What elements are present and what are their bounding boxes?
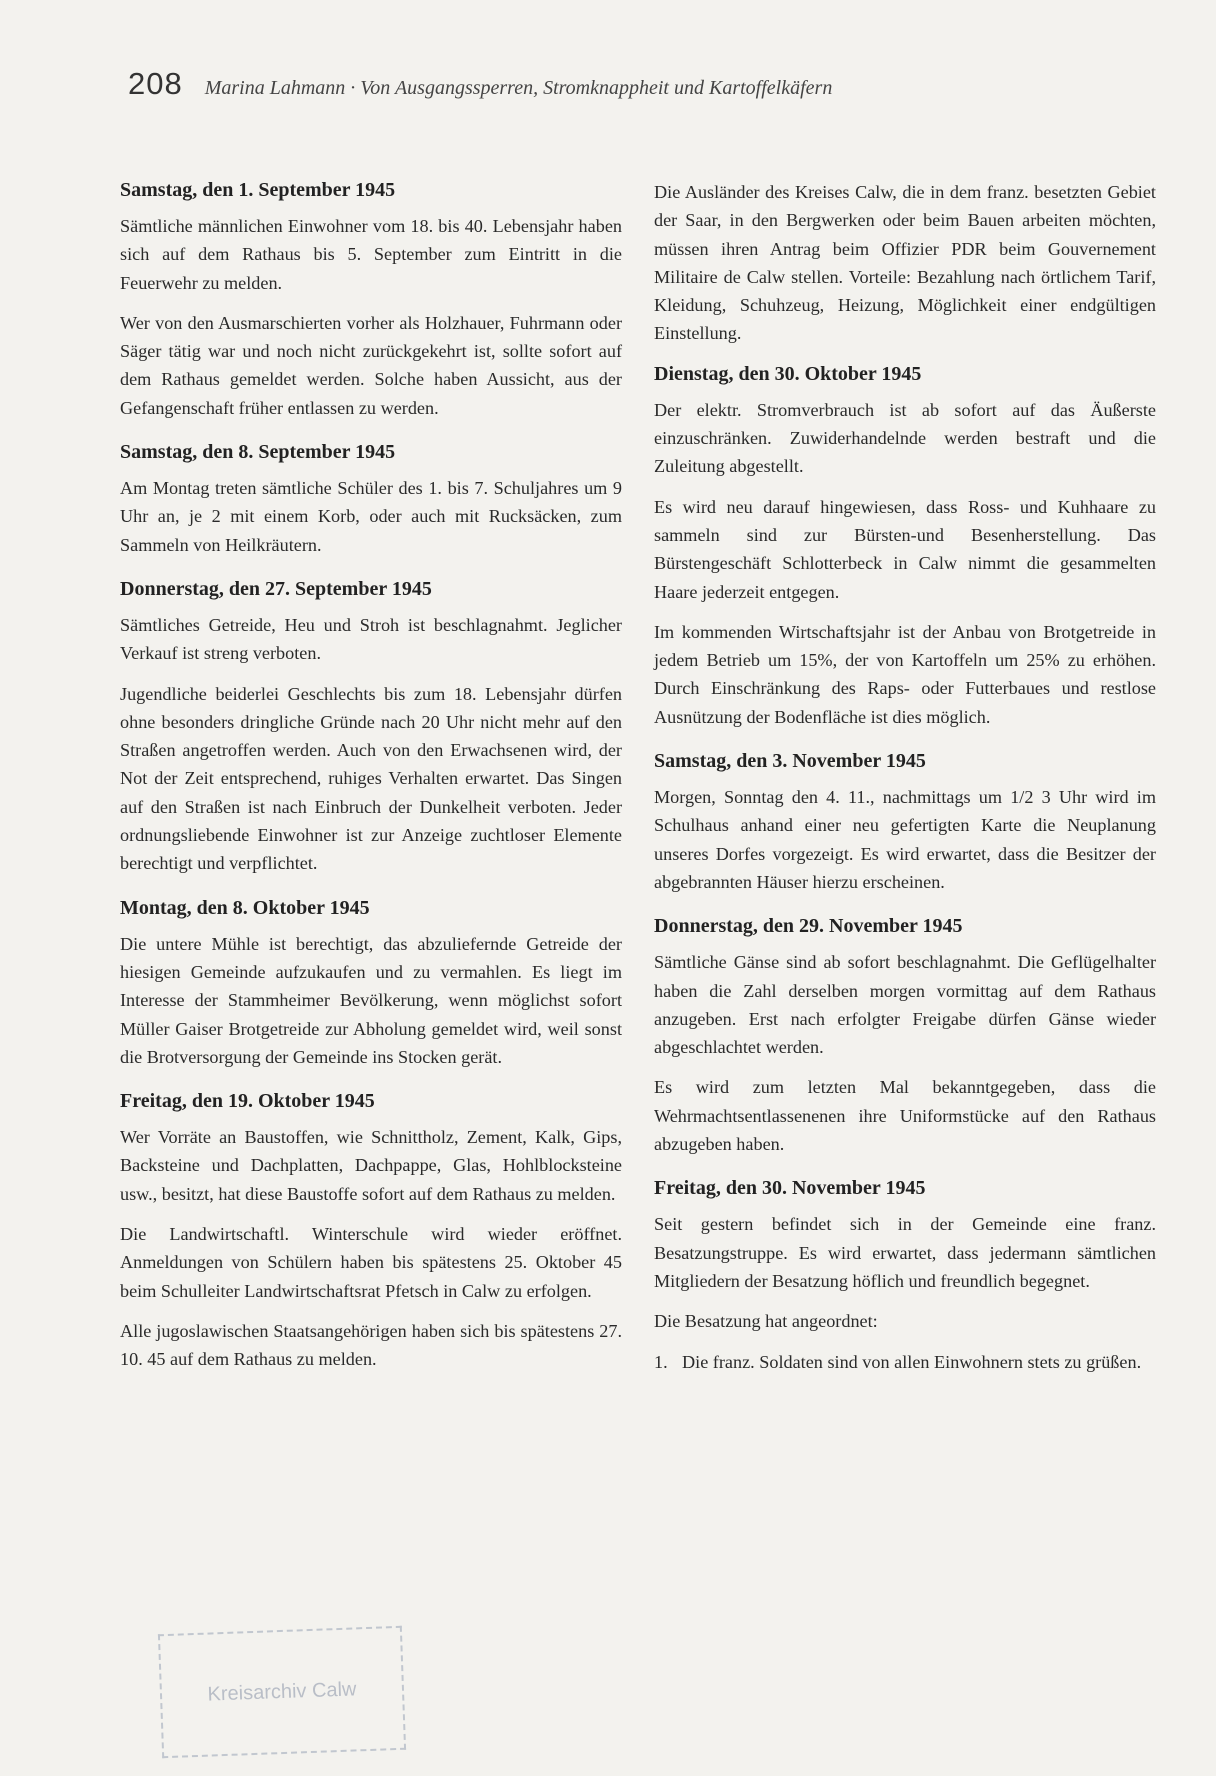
entry-paragraph: Sämtliches Getreide, Heu und Stroh ist beschlagnahmt. Jeglicher Verkauf ist streng verboten. <box>120 614 622 664</box>
entry-paragraph: Die Landwirtschaftl. Winterschule wird wieder eröffnet. Anmeldungen von Schülern haben bis spätestens 25. Oktober 45 beim Schulleiter Landwirtschaftsrat Pfetsch in Calw zu erfolgen. <box>120 1224 622 1301</box>
lead-paragraph: Die Ausländer des Kreises Calw, die in dem franz. besetzten Gebiet der Saar, in den Bergwerken oder beim Bauen arbeiten möchten, müssen ihren Antrag beim Offizier PDR beim Gouvernement Militaire de Calw stellen. Vorteile: Bezahlung nach örtlichem Tarif, Kleidung, Schuhzeug, Heizung, Möglichkeit einer endgültigen Einstellung. <box>654 182 1156 344</box>
entry-heading: Donnerstag, den 29. November 1945 <box>654 915 963 938</box>
entry-heading: Montag, den 8. Oktober 1945 <box>120 896 370 919</box>
entry-paragraph: Alle jugoslawischen Staatsangehörigen haben sich bis spätestens 27. 10. 45 auf dem Rathaus zu melden. <box>120 1320 622 1370</box>
entry-paragraph: Im kommenden Wirtschaftsjahr ist der Anbau von Brotgetreide in jedem Betrieb um 15%, der von Kartoffeln um 25% zu erhöhen. Durch Einschränkung des Raps- oder Futterbaues und restlose Ausnützung der Bodenfläche ist dies möglich. <box>654 621 1156 727</box>
list-item-text: Die franz. Soldaten sind von allen Einwohnern stets zu grüßen. <box>682 1351 1142 1372</box>
right-column <box>654 178 1156 1392</box>
dated-entry <box>120 575 622 878</box>
list-item-number: 1. <box>654 1351 668 1372</box>
dated-entry <box>654 360 1156 731</box>
entry-heading: Freitag, den 30. November 1945 <box>654 1177 926 1200</box>
entry-paragraph: Sämtliche männlichen Einwohner vom 18. bis 40. Lebensjahr haben sich auf dem Rathaus bis 5. September zum Eintritt in die Feuerwehr zu melden. <box>120 216 622 293</box>
entry-paragraph: Es wird neu darauf hingewiesen, dass Ross- und Kuhhaare zu sammeln sind zur Bürsten-und Besenherstellung. Das Bürstengeschäft Schlotterbeck in Calw nimmt die gesammelten Haare jederzeit entgegen. <box>654 496 1156 602</box>
running-head <box>128 66 1128 102</box>
archive-stamp <box>158 1626 406 1758</box>
dated-entry <box>120 894 622 1071</box>
list-item <box>654 1348 1156 1376</box>
entry-heading: Samstag, den 3. November 1945 <box>654 750 926 773</box>
entry-paragraph: Der elektr. Stromverbrauch ist ab sofort auf das Äußerste einzuschränken. Zuwiderhandelnde werden bestraft und die Zuleitung abgestellt. <box>654 399 1156 477</box>
page-number: 208 <box>128 66 183 101</box>
entry-heading: Samstag, den 1. September 1945 <box>120 179 396 201</box>
entry-paragraph: Morgen, Sonntag den 4. 11., nachmittags um 1/2 3 Uhr wird im Schulhaus anhand einer neu gefertigten Karte die Neuplanung unseres Dorfes vorgezeigt. Es wird erwartet, dass die Besitzer der abgebrannten Häuser hierzu erscheinen. <box>654 787 1156 892</box>
entry-paragraph: Es wird zum letzten Mal bekanntgegeben, dass die Wehrmachtsentlassenenen ihre Uniformstücke auf den Rathaus abzugeben haben. <box>654 1077 1156 1155</box>
archive-stamp-text: Kreisarchiv Calw <box>207 1677 357 1706</box>
entry-heading: Samstag, den 8. September 1945 <box>120 441 396 464</box>
left-column <box>120 176 622 1390</box>
dated-entry <box>654 1174 1156 1375</box>
right-entries <box>654 360 1156 1376</box>
entry-paragraph: Die untere Mühle ist berechtigt, das abzuliefernde Getreide der hiesigen Gemeinde aufzukaufen und zu vermahlen. Es liegt im Interesse der Stammheimer Bevölkerung, wenn möglichst sofort Müller Gaiser Brotgetreide zur Abholung gemeldet wird, weil sonst die Brotversorgung der Gemeinde ins Stocken gerät. <box>120 933 622 1067</box>
entry-heading: Donnerstag, den 27. September 1945 <box>120 577 432 600</box>
entry-paragraph: Sämtliche Gänse sind ab sofort beschlagnahmt. Die Geflügelhalter haben die Zahl derselben morgen vormittag auf dem Rathaus anzugeben. Erst nach erfolgter Freigabe dürfen Gänse wieder abgeschlachtet werden. <box>654 952 1156 1058</box>
running-title: Marina Lahmann · Von Ausgangssperren, Stromknappheit und Kartoffelkäfern <box>204 77 833 99</box>
dated-entry <box>654 912 1156 1158</box>
entry-paragraph: Wer Vorräte an Baustoffen, wie Schnittholz, Zement, Kalk, Gips, Backsteine und Dachplatten, Dachpappe, Glas, Hohlblocksteine usw., besitzt, hat diese Baustoffe sofort auf dem Rathaus zu melden. <box>120 1127 622 1204</box>
entry-paragraph: Seit gestern befindet sich in der Gemeinde eine franz. Besatzungstruppe. Es wird erwartet, dass jedermann sämtlichen Mitgliedern der Besatzung höflich und freundlich begegnet. <box>654 1214 1156 1291</box>
entry-paragraph: Am Montag treten sämtliche Schüler des 1. bis 7. Schuljahres um 9 Uhr an, je 2 mit einem Korb, oder auch mit Rucksäcken, zum Sammeln von Heilkräutern. <box>120 478 622 555</box>
dated-entry <box>120 438 622 559</box>
dated-entry <box>120 176 622 422</box>
entry-paragraph: Die Besatzung hat angeordnet: <box>654 1311 878 1332</box>
dated-entry <box>654 747 1156 896</box>
entry-paragraph: Jugendliche beiderlei Geschlechts bis zum 18. Lebensjahr dürfen ohne besonders dringliche Gründe nach 20 Uhr nicht mehr auf den Straßen angetroffen werden. Auch von den Erwachsenen wird, der Not der Zeit entsprechend, ruhiges Verhalten erwartet. Das Singen auf den Straßen ist nach Einbruch der Dunkelheit verboten. Jeder ordnungsliebende Einwohner ist zur Anzeige zuchtloser Elemente berechtigt und verpflichtet. <box>120 683 622 874</box>
ordered-list <box>654 1348 1156 1376</box>
entry-heading: Dienstag, den 30. Oktober 1945 <box>654 362 922 385</box>
dated-entry <box>120 1087 622 1373</box>
entry-heading: Freitag, den 19. Oktober 1945 <box>120 1090 375 1113</box>
entry-paragraph: Wer von den Ausmarschierten vorher als Holzhauer, Fuhrmann oder Säger tätig war und noch nicht zurückgekehrt ist, sollte sofort auf dem Rathaus gemeldet werden. Solche haben Aussicht, aus der Gefangenschaft früher entlassen zu werden. <box>120 312 622 418</box>
